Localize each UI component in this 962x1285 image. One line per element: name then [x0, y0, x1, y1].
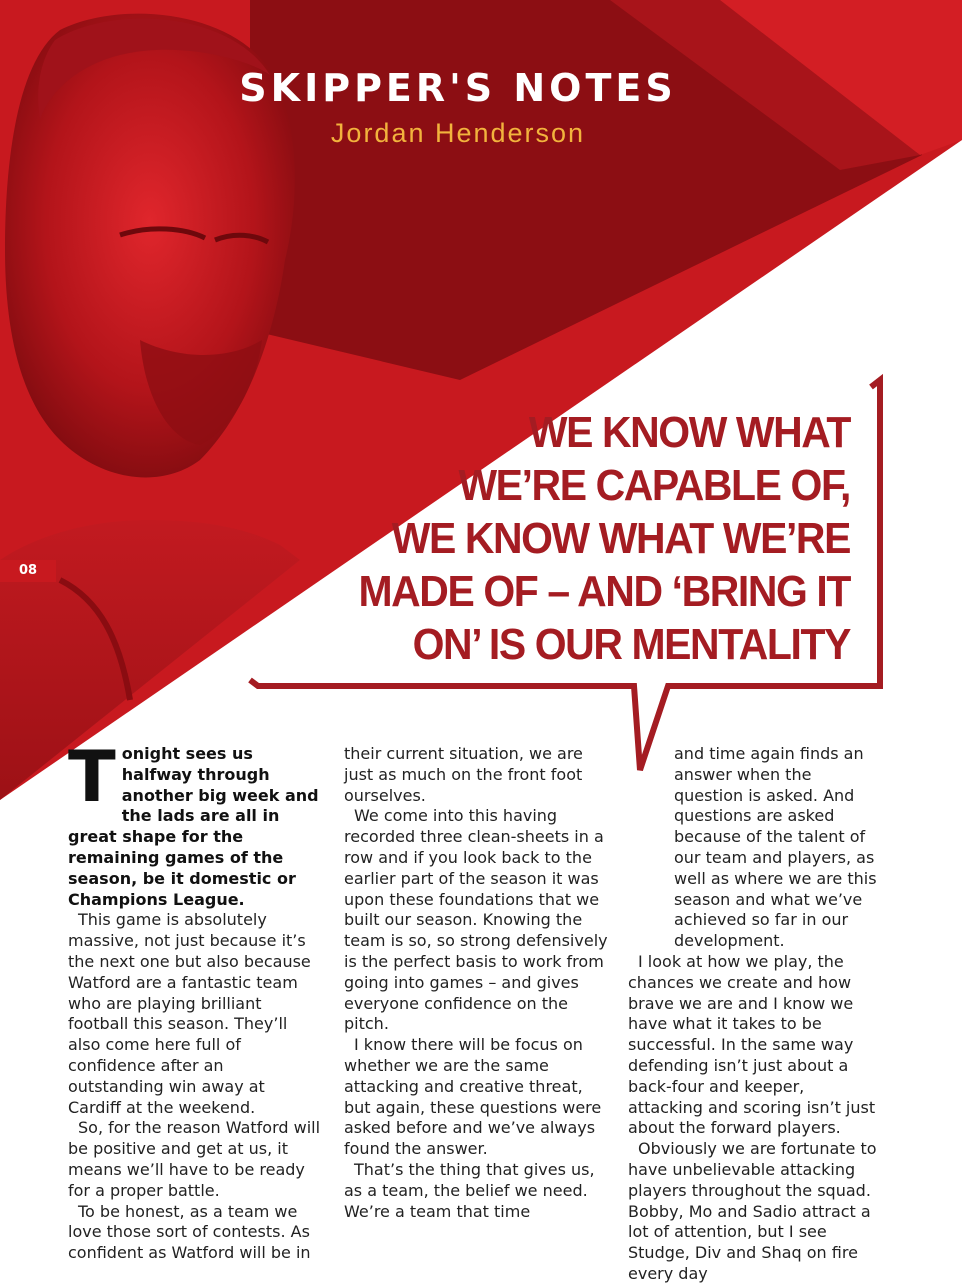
- body-paragraph: I know there will be focus on whether we are the same attacking and creative threat, but again, these questions were asked before and we’ve always found the answer.: [344, 1035, 602, 1159]
- page-number-badge: 08: [0, 560, 56, 582]
- body-paragraph: This game is absolutely massive, not just because it’s the next one but also because Watford are a fantastic team who are playing brilliant football this season. They’ll also come here full of confidence after an outstanding win away at Cardiff at the weekend.: [68, 910, 311, 1117]
- pull-quote: [329, 406, 850, 671]
- section-title: SKIPPER'S NOTES: [239, 66, 677, 110]
- body-paragraph: That’s the thing that gives us, as a team, the belief we need. We’re a team that time: [344, 1159, 595, 1221]
- pull-quote-line: WE’RE CAPABLE OF,: [458, 461, 850, 510]
- drop-cap: T: [68, 736, 116, 818]
- pull-quote-line: ON’ IS OUR MENTALITY: [412, 620, 850, 669]
- pull-quote-line: MADE OF – AND ‘BRING IT: [358, 567, 850, 616]
- pull-quote-line: WE KNOW WHAT WE’RE: [391, 514, 850, 563]
- lead-paragraph: [68, 736, 322, 910]
- body-paragraph: So, for the reason Watford will be positive and get at us, it means we’ll have to be ready for a proper battle.: [68, 1118, 321, 1200]
- body-paragraph: I look at how we play, the chances we create and how brave we are and I know we have what it takes to be successful. In the same way defending isn’t just about a back-four and keeper, attacking and scoring isn’t just about the forward players.: [628, 951, 876, 1138]
- body-paragraph: their current situation, we are just as much on the front foot ourselves.: [344, 744, 583, 805]
- body-paragraph: Obviously we are fortunate to have unbelievable attacking players throughout the squad. Bobby, Mo and Sadio attract a lot of attention, but I see Studge, Div and Shaq on fire every day: [628, 1139, 877, 1283]
- article-column-2: [344, 744, 608, 1222]
- article-column-3: [628, 744, 882, 1285]
- lead-text: onight sees us halfway through another big week and the lads are all in great shape for the remaining games of the season, be it domestic or Champions League.: [68, 744, 319, 909]
- pull-quote-line: WE KNOW WHAT: [528, 408, 850, 457]
- author-name: Jordan Henderson: [330, 118, 586, 148]
- article-column-1: [68, 736, 322, 1264]
- body-paragraph: We come into this having recorded three clean-sheets in a row and if you look back to the earlier part of the season it was upon these foundations that we built our season. Knowing the team is so, so strong defensively is the perfect basis to work from going into games – and gives everyone confidence on the pitch.: [344, 806, 608, 1034]
- body-paragraph: To be honest, as a team we love those sort of contests. As confident as Watford will be in: [68, 1201, 311, 1263]
- body-paragraph: and time again finds an answer when the question is asked. And questions are asked because of the talent of our team and players, as well as where we are this season and what we’ve achieved so far in our development.: [674, 744, 877, 951]
